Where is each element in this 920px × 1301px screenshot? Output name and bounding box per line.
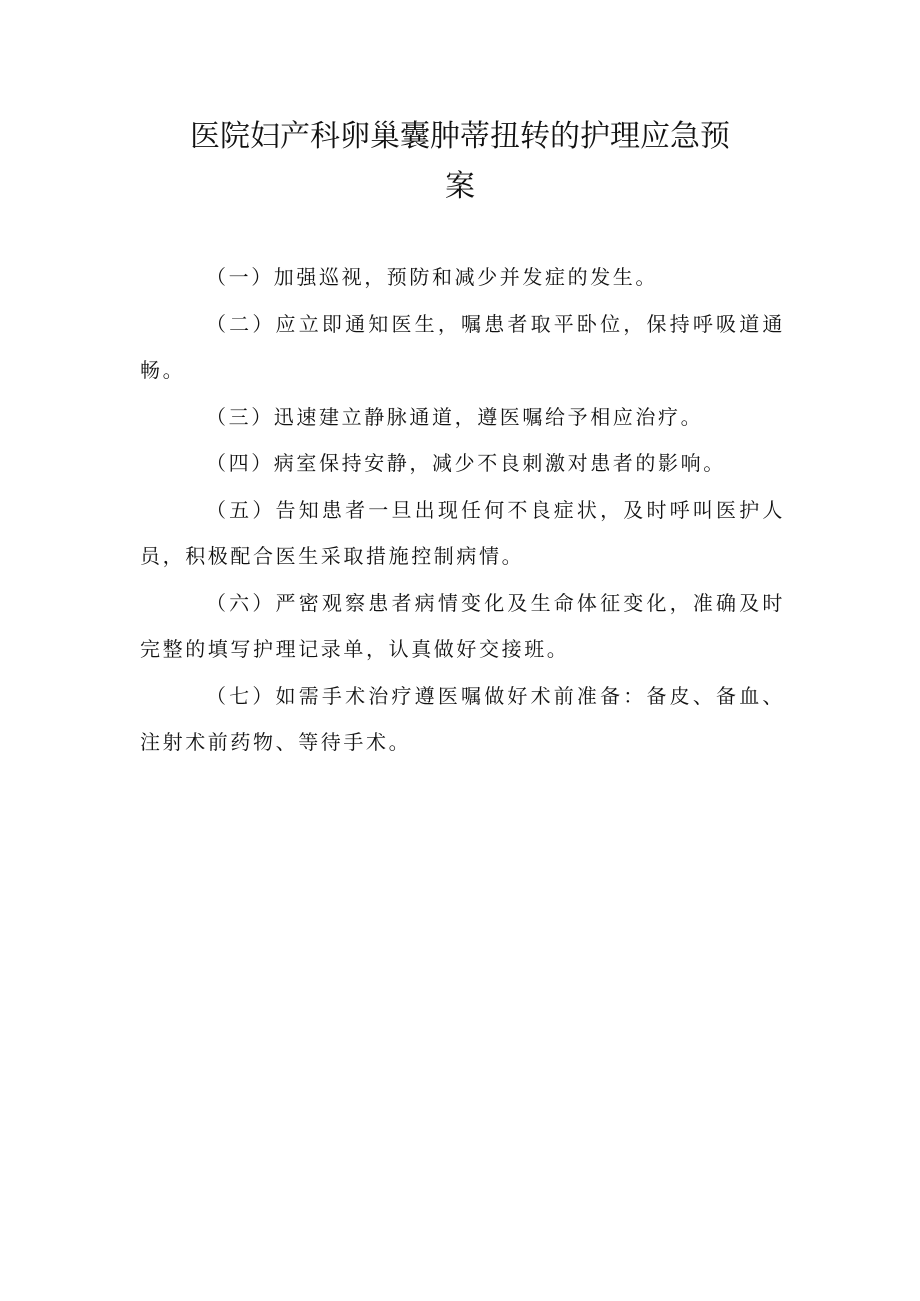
paragraph-6: （六）严密观察患者病情变化及生命体征变化，准确及时完整的填写护理记录单，认真做好交接班。	[140, 590, 785, 661]
paragraph-4: （四）病室保持安静，减少不良刺激对患者的影响。	[206, 451, 726, 475]
paragraph-3: （三）迅速建立静脉通道，遵医嘱给予相应治疗。	[206, 404, 704, 429]
paragraph-2: （二）应立即通知医生，嘱患者取平卧位，保持呼吸道通畅。	[140, 311, 785, 382]
paragraph-7: （七）如需手术治疗遵医嘱做好术前准备：备皮、备血、注射术前药物、等待手术。	[140, 683, 785, 754]
document-title	[150, 112, 770, 212]
document-title-line-2: 案	[445, 169, 475, 204]
paragraph-1: （一）加强巡视，预防和减少并发症的发生。	[206, 265, 658, 289]
document-body	[140, 254, 785, 766]
paragraph-5: （五）告知患者一旦出现任何不良症状，及时呼叫医护人员，积极配合医生采取措施控制病情。	[140, 497, 785, 568]
document-title-line-1: 医院妇产科卵巢囊肿蒂扭转的护理应急预	[190, 119, 730, 154]
